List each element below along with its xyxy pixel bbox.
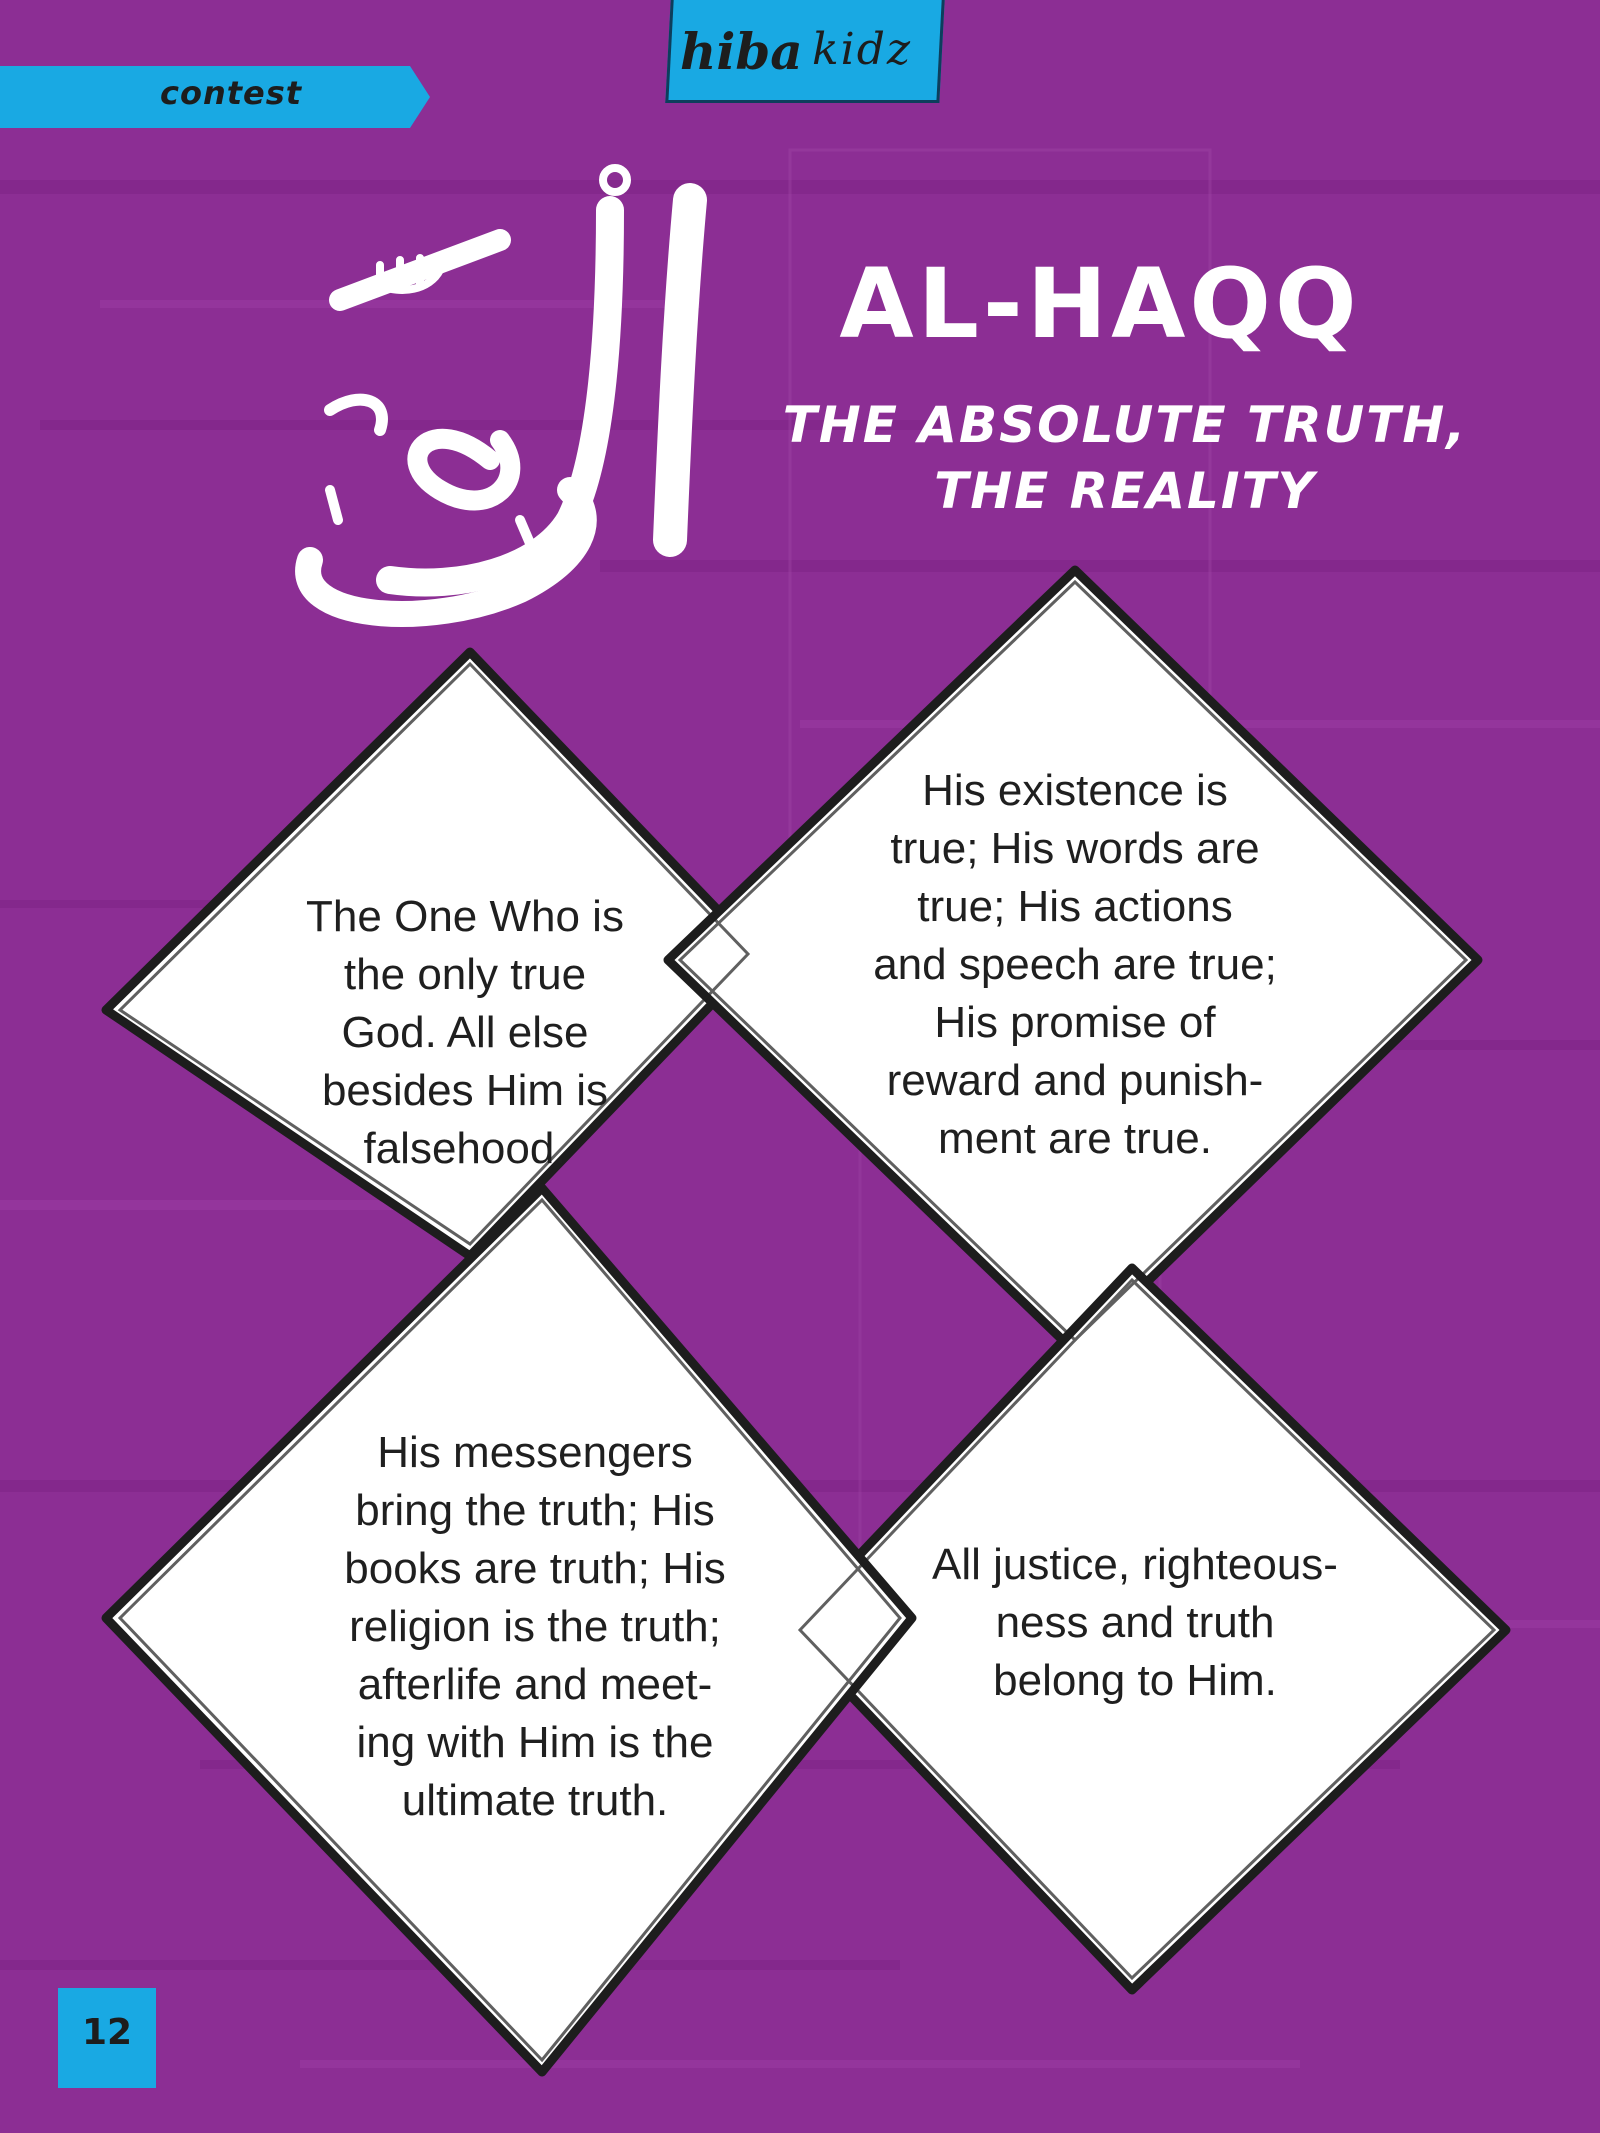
card-2-text <box>840 762 1310 1168</box>
card-line: besides Him is <box>321 1066 609 1115</box>
card-line: books are truth; His <box>344 1544 726 1593</box>
card-line: belong to Him. <box>993 1656 1277 1705</box>
card-line: God. All else <box>341 1008 589 1057</box>
card-line: falsehood. <box>363 1124 567 1173</box>
card-line: true; His words are <box>890 824 1260 873</box>
card-line: ultimate truth. <box>401 1776 669 1825</box>
page-number: 12 <box>81 2012 133 2053</box>
card-line: religion is the truth; <box>349 1602 721 1651</box>
card-line: ing with Him is the <box>356 1718 714 1767</box>
card-line: His promise of <box>934 998 1216 1047</box>
card-line: ment are true. <box>938 1114 1212 1163</box>
card-line: The One Who is <box>306 892 624 941</box>
card-line: All justice, righteous- <box>932 1540 1338 1589</box>
card-line: afterlife and meet- <box>357 1660 713 1709</box>
card-line: and speech are true; <box>873 940 1277 989</box>
subtitle-line-1: THE ABSOLUTE TRUTH, <box>782 396 1468 454</box>
section-label: contest <box>160 74 303 112</box>
brand-logo-secondary: kidz <box>812 24 913 75</box>
card-line: ness and truth <box>995 1598 1275 1647</box>
card-1-text <box>270 888 660 1178</box>
page-title: AL-HAQQ <box>839 248 1361 360</box>
card-line: His existence is <box>922 766 1228 815</box>
card-line: the only true <box>343 950 587 999</box>
subtitle-line-2: THE REALITY <box>934 462 1316 520</box>
card-line: true; His actions <box>917 882 1233 931</box>
card-3-text <box>300 1424 770 1830</box>
brand-logo-primary: hiba <box>680 22 803 81</box>
card-line: bring the truth; His <box>355 1486 715 1535</box>
card-4-text <box>900 1536 1370 1710</box>
card-line: reward and punish- <box>886 1056 1264 1105</box>
card-line: His messengers <box>377 1428 693 1477</box>
